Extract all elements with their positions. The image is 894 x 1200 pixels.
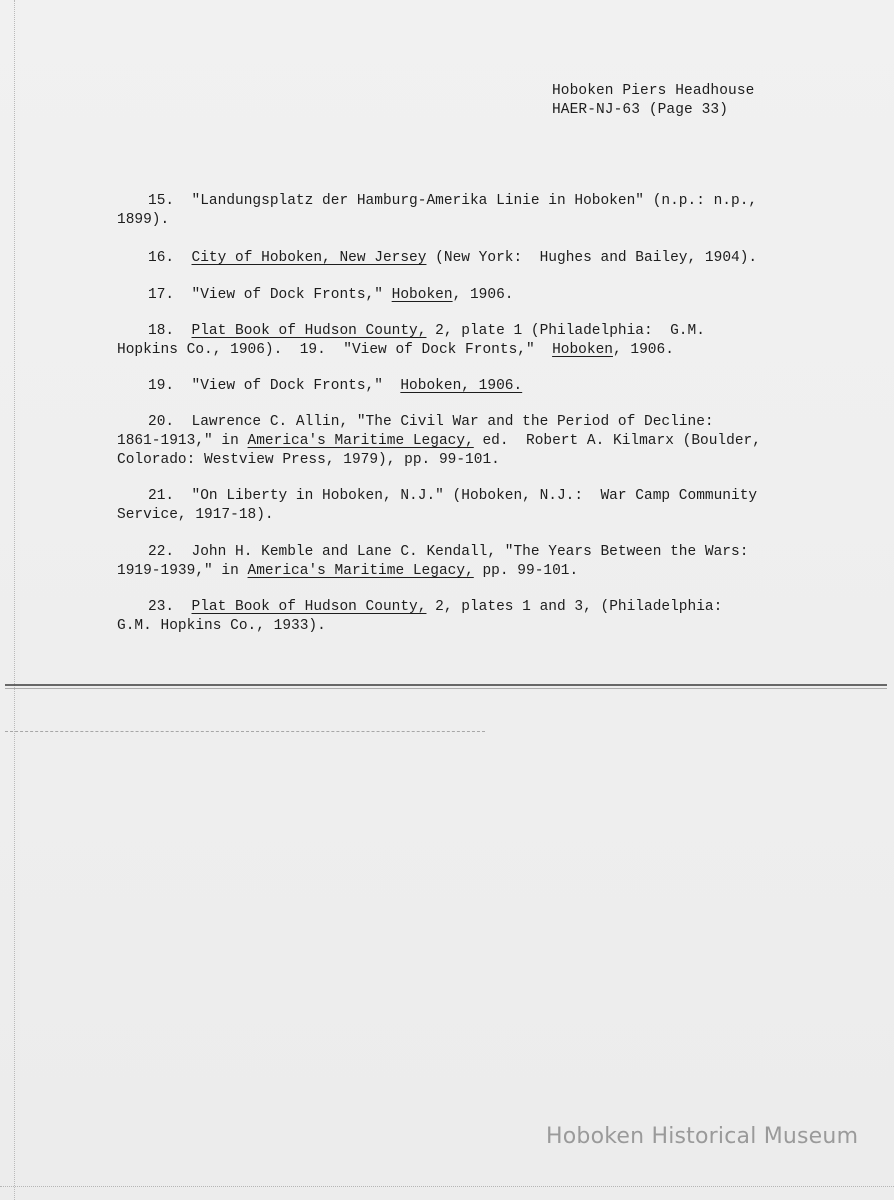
reference-text: 1899). [117, 212, 170, 228]
reference-line [117, 598, 767, 617]
page-header [552, 82, 754, 120]
reference-entry [117, 286, 767, 305]
reference-text: Service, 1917-18). [117, 507, 274, 523]
reference-line [117, 487, 767, 506]
reference-line [117, 192, 767, 211]
reference-line [117, 432, 767, 451]
reference-line [117, 617, 767, 636]
scan-bottom-edge [0, 1186, 894, 1187]
reference-text: "On Liberty in Hoboken, N.J." (Hoboken, N.J.: War Camp Community [191, 488, 758, 504]
reference-list [117, 192, 767, 636]
reference-text: John H. Kemble and Lane C. Kendall, "The Years Between the Wars: [191, 544, 749, 560]
reference-line [117, 451, 767, 470]
reference-number: 23. [148, 599, 192, 615]
reference-number: 18. [148, 323, 192, 339]
reference-number: 17. [148, 287, 192, 303]
reference-number: 22. [148, 544, 192, 560]
reference-text: 2, plate 1 (Philadelphia: G.M. [426, 323, 705, 339]
reference-number: 21. [148, 488, 192, 504]
reference-line [117, 341, 767, 360]
reference-line [117, 286, 767, 305]
underlined-title: Plat Book of Hudson County, [191, 599, 427, 615]
underlined-title: Hoboken [552, 342, 613, 358]
reference-text: ed. Robert A. Kilmarx (Boulder, [473, 433, 761, 449]
reference-number: 19. [148, 378, 192, 394]
reference-entry [117, 192, 767, 230]
reference-text: 2, plates 1 and 3, (Philadelphia: [426, 599, 723, 615]
reference-line [117, 377, 767, 396]
underlined-title: Hoboken [391, 287, 453, 303]
reference-text: Colorado: Westview Press, 1979), pp. 99-101. [117, 452, 500, 468]
header-page-ref: HAER-NJ-63 (Page 33) [552, 102, 729, 118]
reference-line [117, 322, 767, 341]
reference-text: 1861-1913," in [117, 433, 248, 449]
reference-number: 20. [148, 414, 192, 430]
reference-text: "View of Dock Fronts," [191, 378, 401, 394]
reference-text: "Landungsplatz der Hamburg-Amerika Linie in Hoboken" (n.p.: n.p., [191, 193, 758, 209]
reference-line [117, 413, 767, 432]
reference-text: (New York: Hughes and Bailey, 1904). [426, 250, 758, 266]
reference-text: 1919-1939," in [117, 563, 248, 579]
reference-text: G.M. Hopkins Co., 1933). [117, 618, 326, 634]
reference-line [117, 562, 767, 581]
divider-line-shadow [5, 688, 887, 689]
reference-entry [117, 377, 767, 396]
reference-number: 16. [148, 250, 192, 266]
reference-line [117, 506, 767, 525]
underlined-title: Plat Book of Hudson County, [191, 323, 427, 339]
reference-entry [117, 598, 767, 636]
reference-text: Lawrence C. Allin, "The Civil War and the Period of Decline: [191, 414, 714, 430]
underlined-title: City of Hoboken, New Jersey [191, 250, 427, 266]
reference-text: , 1906. [452, 287, 514, 303]
reference-entry [117, 413, 767, 470]
reference-line [117, 249, 767, 268]
reference-line [117, 543, 767, 562]
reference-text: Hopkins Co., 1906). 19. "View of Dock Fronts," [117, 342, 553, 358]
reference-number: 15. [148, 193, 192, 209]
faint-divider-line [5, 731, 485, 732]
reference-entry [117, 543, 767, 581]
scan-left-edge [0, 0, 15, 1200]
reference-entry [117, 487, 767, 525]
reference-text: "View of Dock Fronts," [191, 287, 392, 303]
underlined-title: America's Maritime Legacy, [247, 563, 474, 579]
header-title: Hoboken Piers Headhouse [552, 83, 755, 99]
divider-line [5, 684, 887, 686]
reference-text: pp. 99-101. [473, 563, 579, 579]
museum-watermark: Hoboken Historical Museum [546, 1124, 859, 1149]
underlined-title: Hoboken, 1906. [400, 378, 523, 394]
underlined-title: America's Maritime Legacy, [247, 433, 474, 449]
reference-text: , 1906. [613, 342, 674, 358]
reference-line [117, 211, 767, 230]
reference-entry [117, 249, 767, 268]
reference-entry [117, 322, 767, 360]
